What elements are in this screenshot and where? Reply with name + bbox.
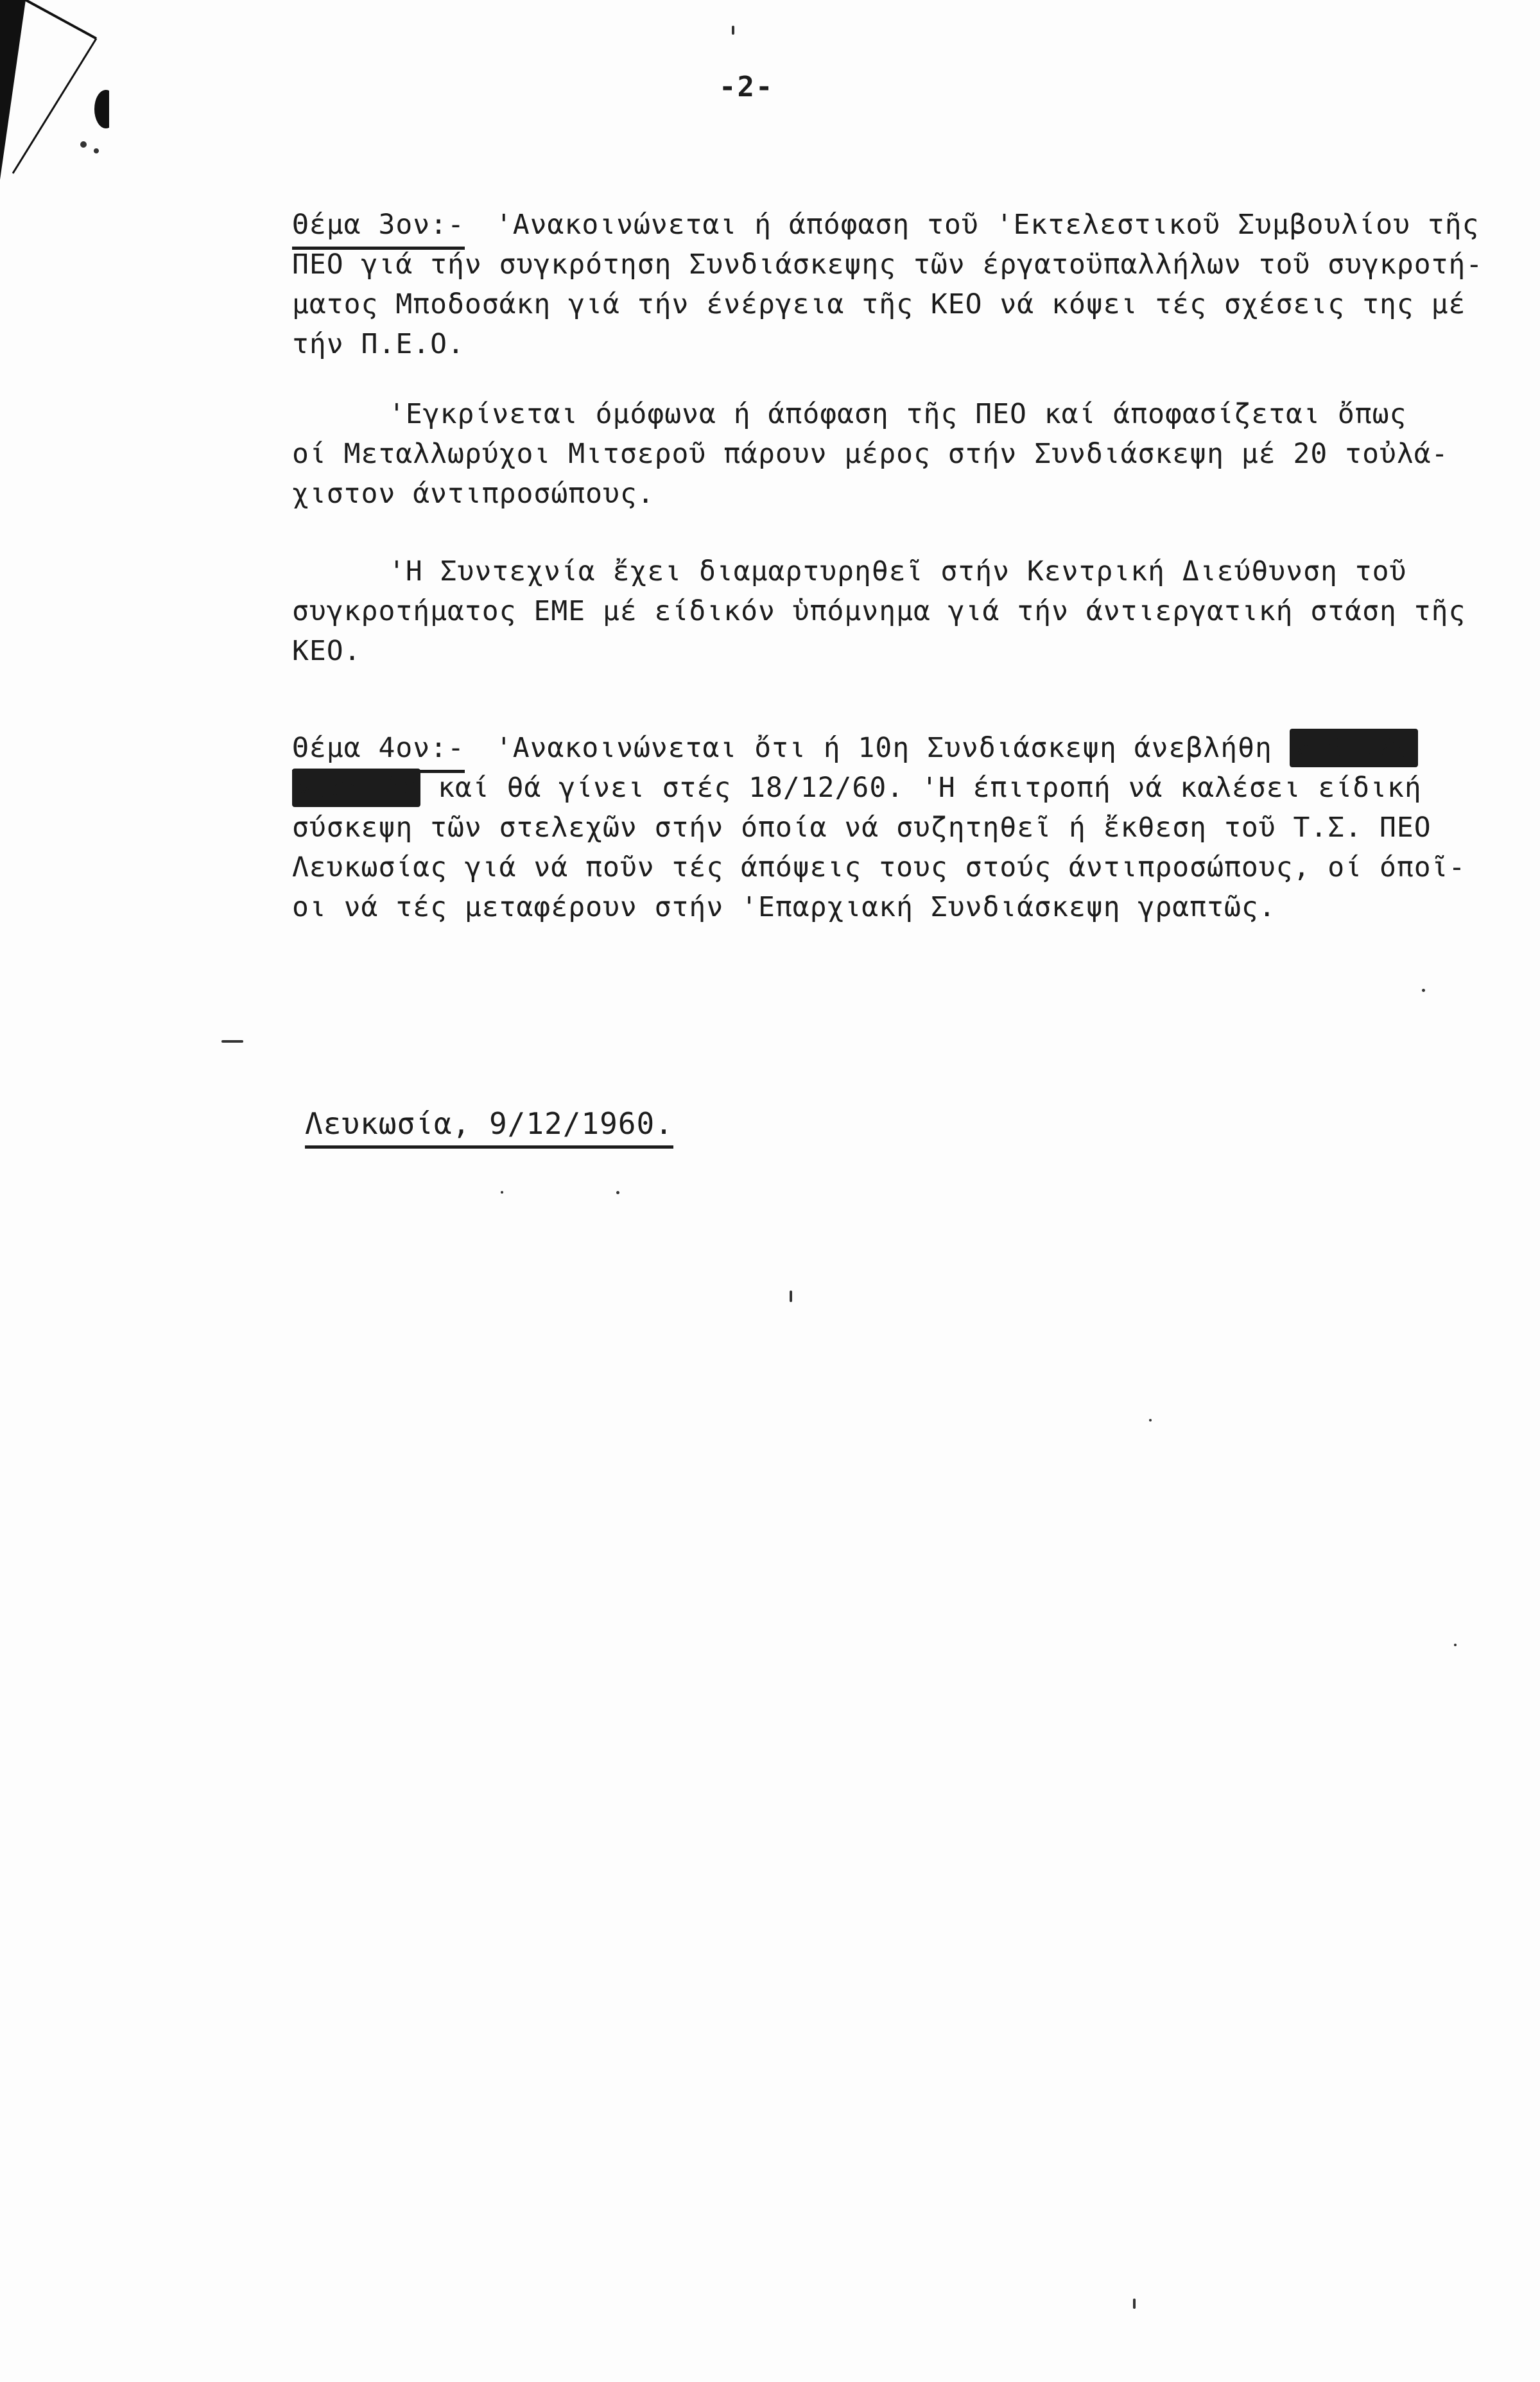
- topic-3-line: 'Ανακοινώνεται ή άπόφαση τοῦ 'Εκτελεστικοῦ Συμβουλίου τῆς: [495, 209, 1480, 241]
- scan-speck: [1149, 1419, 1152, 1421]
- topic-4-line: οι νά τές μεταφέρουν στήν 'Επαρχιακή Συνδιάσκεψη γραπτῶς.: [292, 891, 1276, 923]
- topic-3-line: ΠΕΟ γιά τήν συγκρότηση Συνδιάσκεψης τῶν έργατοϋπαλλήλων τοῦ συγκροτή-: [292, 248, 1484, 281]
- scan-speck: [1454, 1644, 1457, 1646]
- topic-4-line: 'Ανακοινώνεται ὄτι ή 10η Συνδιάσκεψη άνεβλήθη: [495, 732, 1272, 764]
- topic-4-line: σύσκεψη τῶν στελεχῶν στήν όποία νά συζητηθεῖ ή ἔκθεση τοῦ Τ.Σ. ΠΕΟ: [292, 812, 1432, 844]
- page-number: -2-: [719, 71, 774, 103]
- place-date-signature: [305, 1104, 673, 1149]
- paragraph-line: 'Η Συντεχνία ἔχει διαμαρτυρηθεῖ στήν Κεντρική Διεύθυνση τοῦ: [388, 555, 1407, 587]
- topic-4-line: καί θά γίνει στές 18/12/60. 'Η έπιτροπή νά καλέσει είδική: [438, 772, 1422, 804]
- paragraph-line: οί Μεταλλωρύχοι Μιτσεροῦ πάρουν μέρος στήν Συνδιάσκεψη μέ 20 τοὐλά-: [292, 438, 1449, 470]
- scan-speck: [732, 26, 734, 35]
- topic-4-line: Λευκωσίας γιά νά ποῦν τές άπόψεις τους στούς άντιπροσώπους, οί όποῖ-: [292, 851, 1466, 883]
- topic-3-line: ματος Μποδοσάκη γιά τήν ένέργεια τῆς ΚΕΟ νά κόψει τές σχέσεις της μέ: [292, 288, 1466, 320]
- paragraph-line: 'Εγκρίνεται όμόφωνα ή άπόφαση τῆς ΠΕΟ καί άποφασίζεται ὄπως: [388, 398, 1407, 430]
- struck-out-text: γιά τές: [1290, 729, 1418, 767]
- struck-out-text: γιορτές: [292, 769, 420, 807]
- scan-speck: [1133, 2299, 1136, 2309]
- paragraph-line: χιστον άντιπροσώπους.: [292, 478, 655, 510]
- paragraph-line: ΚΕΟ.: [292, 635, 361, 667]
- scan-speck: [221, 1040, 243, 1043]
- scan-speck: [1422, 989, 1425, 992]
- scan-speck: [616, 1191, 619, 1194]
- topic-3-line: τήν Π.Ε.Ο.: [292, 328, 465, 360]
- corner-fold-mark: [0, 0, 109, 180]
- paragraph-line: συγκροτήματος ΕΜΕ μέ είδικόν ὑπόμνημα γιά τήν άντιεργατική στάση τῆς: [292, 595, 1466, 627]
- scan-speck: [790, 1291, 792, 1302]
- place-date: Λευκωσία, 9/12/1960.: [305, 1104, 673, 1149]
- scan-speck: [501, 1191, 503, 1194]
- topic-3-heading: Θέμα 3ον:-: [292, 205, 465, 250]
- topic-4-heading: Θέμα 4ον:-: [292, 729, 465, 773]
